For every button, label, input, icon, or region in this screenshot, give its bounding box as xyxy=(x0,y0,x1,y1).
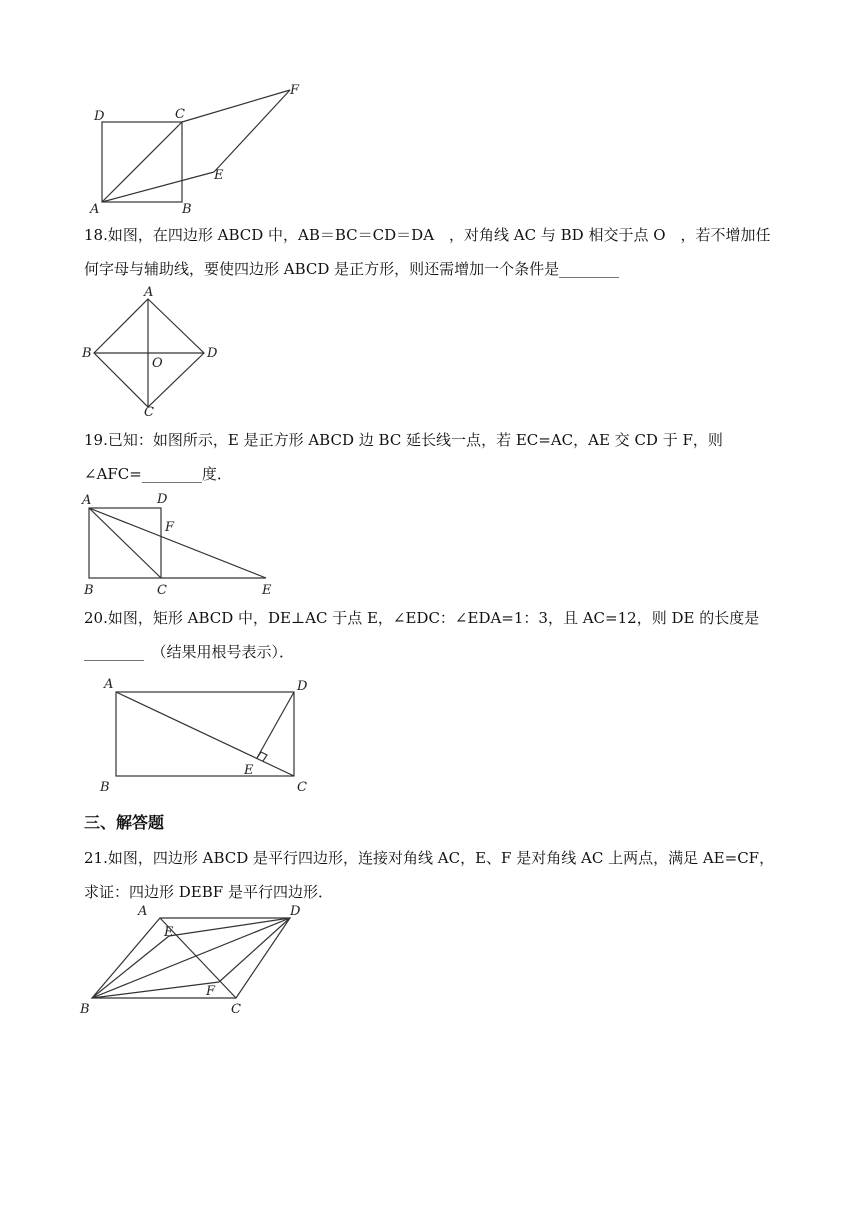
figure-17 xyxy=(80,80,320,220)
figure-20-diagram xyxy=(96,670,326,798)
point-label-F: F xyxy=(165,520,175,535)
point-label-F: F xyxy=(206,984,216,999)
figure-19-diagram xyxy=(80,488,300,600)
figure-18-diagram xyxy=(80,285,220,420)
point-label-B: B xyxy=(80,1002,90,1017)
figure-18 xyxy=(80,285,220,420)
point-label-A: A xyxy=(138,904,148,919)
point-label-B: B xyxy=(100,780,110,795)
figure-17-diagram xyxy=(80,80,320,220)
point-label-B: B xyxy=(84,583,94,598)
question-18: 18.如图，在四边形 ABCD 中，AB＝BC＝CD＝DA ，对角线 AC 与 BD 相交于点 O ，若不增加任何字母与辅助线，要使四边形 ABCD 是正方形，则还需增加一个条件是________ xyxy=(84,226,771,278)
point-label-A: A xyxy=(82,493,92,508)
figure-19 xyxy=(80,488,300,600)
point-label-F: F xyxy=(290,83,300,98)
point-label-C: C xyxy=(297,780,307,795)
point-label-B: B xyxy=(82,346,92,361)
question-19: 19.已知：如图所示，E 是正方形 ABCD 边 BC 延长线一点，若 EC=AC，AE 交 CD 于 F，则∠AFC=________度． xyxy=(84,431,723,483)
section-title: 三、解答题 xyxy=(84,813,165,832)
point-label-C: C xyxy=(144,405,154,420)
point-label-D: D xyxy=(207,346,218,361)
question-20: 20.如图，矩形 ABCD 中，DE⊥AC 于点 E，∠EDC：∠EDA=1：3，且 AC=12，则 DE 的长度是________ （结果用根号表示）． xyxy=(84,609,760,661)
figure-20 xyxy=(96,670,326,798)
point-label-A: A xyxy=(90,202,100,217)
point-label-D: D xyxy=(290,904,301,919)
point-label-D: D xyxy=(157,492,168,507)
question-21: 21.如图，四边形 ABCD 是平行四边形，连接对角线 AC，E、F 是对角线 AC 上两点，满足 AE=CF，求证：四边形 DEBF 是平行四边形． xyxy=(84,849,775,901)
point-label-B: B xyxy=(182,202,192,217)
point-label-A: A xyxy=(144,285,154,300)
figure-21-diagram xyxy=(76,902,316,1022)
point-label-C: C xyxy=(157,583,167,598)
point-label-A: A xyxy=(104,677,114,692)
point-label-E: E xyxy=(164,925,174,940)
point-label-C: C xyxy=(175,107,185,122)
point-label-E: E xyxy=(244,763,254,778)
point-label-E: E xyxy=(262,583,272,598)
point-label-C: C xyxy=(231,1002,241,1017)
point-label-D: D xyxy=(297,679,308,694)
figure-21 xyxy=(76,902,316,1022)
point-label-O: O xyxy=(152,356,163,371)
point-label-E: E xyxy=(214,168,224,183)
point-label-D: D xyxy=(94,109,105,124)
